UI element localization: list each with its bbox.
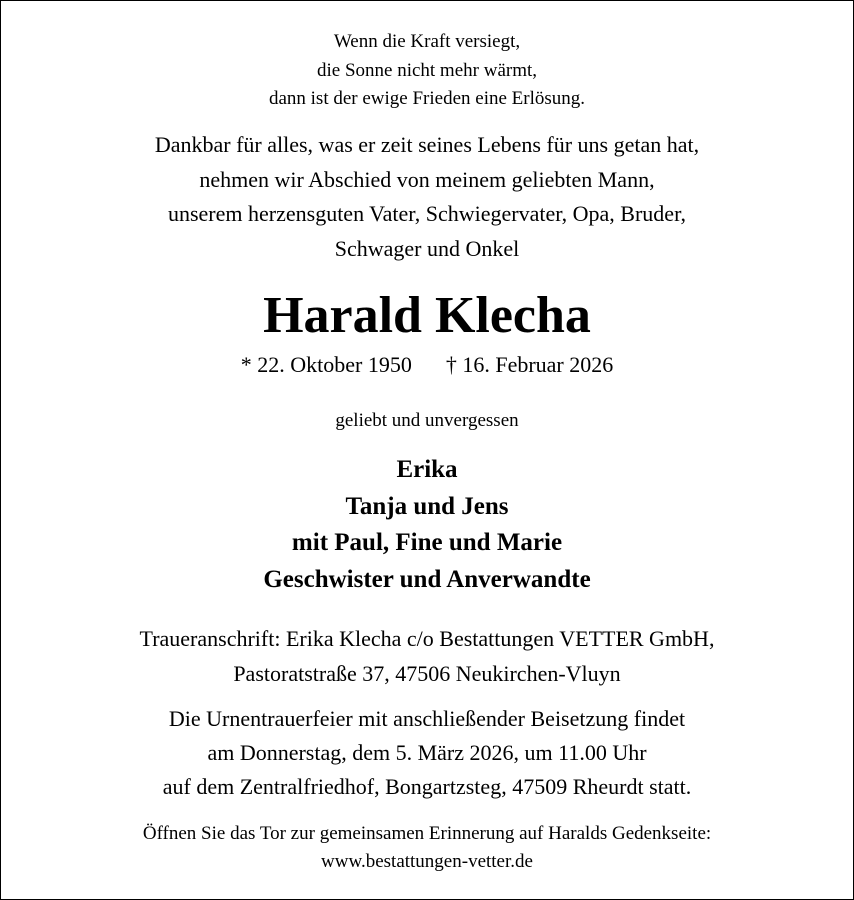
memorial-text: Öffnen Sie das Tor zur gemeinsamen Erinnerung auf Haralds Gedenkseite: [142, 823, 712, 844]
ceremony-line: Die Urnentrauerfeier mit anschließender Beisetzung findet [168, 706, 686, 731]
mourning-address [0, 622, 854, 691]
poem-line: Wenn die Kraft versiegt, [333, 31, 521, 52]
intro-text [0, 128, 854, 266]
death-date: † 16. Februar 2026 [445, 352, 614, 377]
poem-line: die Sonne nicht mehr wärmt, [316, 59, 538, 81]
poem-line: dann ist der ewige Frieden eine Erlösung. [268, 88, 586, 109]
deceased-name: Harald Klecha [263, 287, 591, 344]
ceremony-line: am Donnerstag, dem 5. März 2026, um 11.00 Uhr [207, 740, 647, 765]
mourners-list [0, 452, 854, 598]
intro-line: nehmen wir Abschied von meinem geliebten Mann, [199, 166, 655, 192]
address-line: Pastoratstraße 37, 47506 Neukirchen-Vluyn [233, 660, 621, 686]
address-line: Traueranschrift: Erika Klecha c/o Bestattungen VETTER GmbH, [139, 626, 715, 651]
mourner-line: Tanja und Jens [345, 492, 509, 520]
intro-line: unserem herzensguten Vater, Schwiegervater, Opa, Bruder, [167, 201, 687, 226]
intro-line: Dankbar für alles, was er zeit seines Lebens für uns getan hat, [154, 132, 700, 157]
tagline: geliebt und unvergessen [335, 410, 519, 431]
mourner-line: mit Paul, Fine und Marie [291, 529, 563, 556]
poem [0, 28, 854, 114]
memorial-page-info [0, 820, 854, 875]
mourner-line: Erika [396, 456, 458, 483]
memorial-url: www.bestattungen-vetter.de [321, 850, 533, 872]
intro-line: Schwager und Onkel [334, 235, 520, 261]
birth-date: * 22. Oktober 1950 [240, 352, 412, 377]
ceremony-info [0, 702, 854, 804]
ceremony-line: auf dem Zentralfriedhof, Bongartzsteg, 47509 Rheurdt statt. [162, 774, 692, 799]
mourner-line: Geschwister und Anverwandte [263, 565, 591, 593]
life-dates [0, 350, 854, 380]
